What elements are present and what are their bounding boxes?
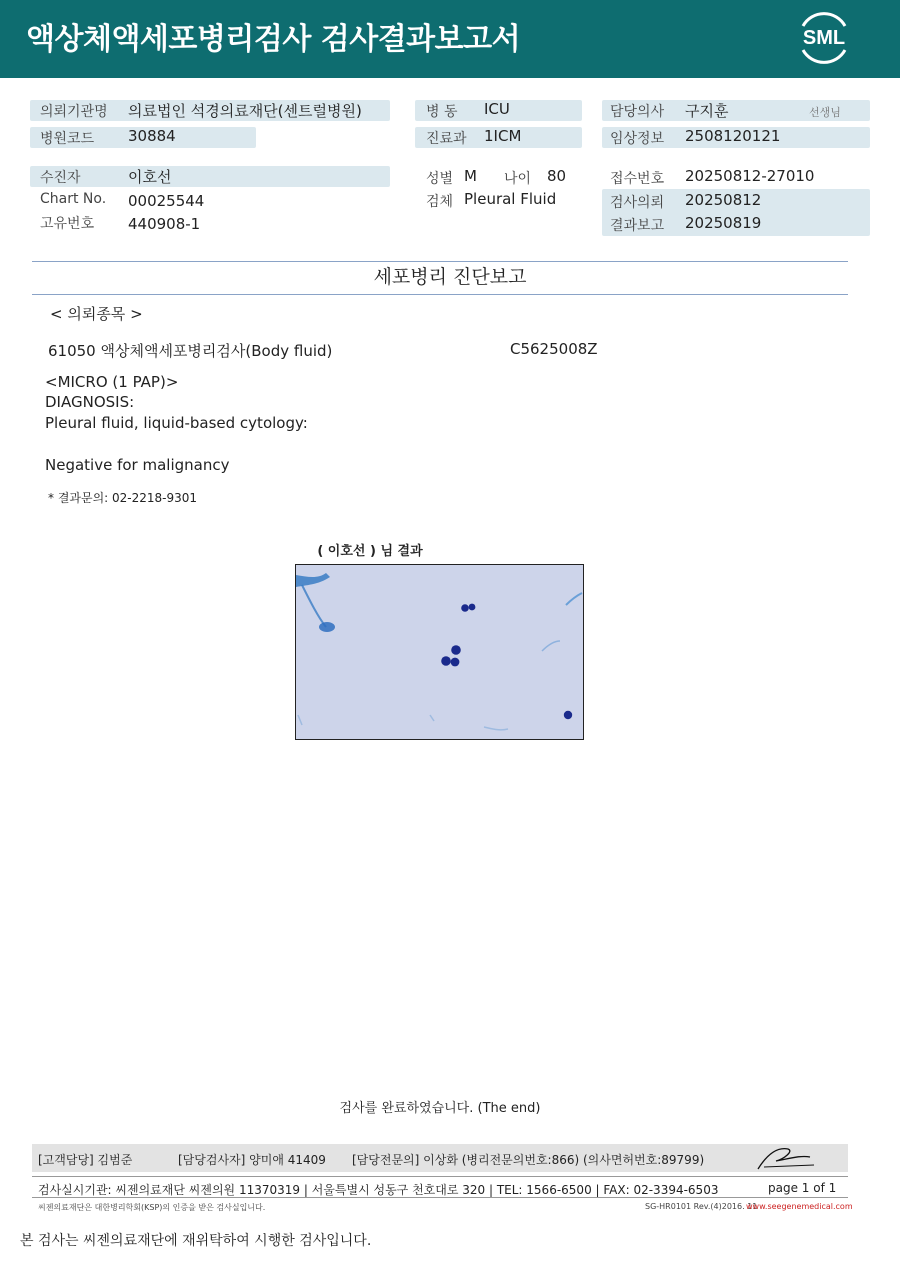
specimen-label: 검체 <box>426 194 454 210</box>
sml-logo <box>795 12 853 64</box>
doctor-suffix: 선생님 <box>809 106 841 119</box>
receipt-label: 접수번호 <box>610 171 665 187</box>
diagnosis-result: Negative for malignancy <box>45 456 230 474</box>
patient-value: 이호선 <box>128 168 172 186</box>
institution-label: 의뢰기관명 <box>40 104 108 120</box>
chart-label: Chart No. <box>40 191 107 207</box>
micro-label: <MICRO (1 PAP)> <box>45 373 179 391</box>
hospital-code-label: 병원코드 <box>40 131 95 147</box>
unique-number-value: 440908-1 <box>128 215 201 233</box>
doctor-value: 구지훈 <box>685 102 729 120</box>
section-bottom-rule <box>32 294 848 295</box>
page-number: page 1 of 1 <box>768 1181 837 1195</box>
items-heading: < 의뢰종목 > <box>50 305 143 323</box>
age-value: 80 <box>547 167 567 185</box>
specialist-info: [담당전문의] 이상화 (병리전문의번호:866) (의사면허번호:89799) <box>352 1153 705 1167</box>
item-code: C5625008Z <box>510 340 598 358</box>
ward-label: 병 동 <box>426 104 458 120</box>
clinical-value: 2508120121 <box>685 127 781 145</box>
tester-name: [담당검사자] 양미애 41409 <box>178 1153 326 1167</box>
sex-value: M <box>464 167 477 185</box>
inquiry-phone: * 결과문의: 02-2218-9301 <box>48 491 198 505</box>
image-caption: ( 이호선 ) 님 결과 <box>317 544 423 559</box>
report-date-value: 20250819 <box>685 214 762 232</box>
unique-number-label: 고유번호 <box>40 216 95 232</box>
certification-note: 씨젠의료재단은 대한병리학회(KSP)의 인증을 받은 검사실입니다. <box>38 1203 266 1212</box>
patient-label: 수진자 <box>40 170 81 186</box>
age-label: 나이 <box>504 171 532 187</box>
dept-value: 1ICM <box>484 127 522 145</box>
logo-text: SML <box>802 27 846 49</box>
diagnosis-label: DIAGNOSIS: <box>45 393 135 411</box>
section-title: 세포병리 진단보고 <box>373 266 527 288</box>
footer-divider-2 <box>32 1197 848 1198</box>
customer-contact: [고객담당] 김범준 <box>38 1153 133 1167</box>
dept-label: 진료과 <box>426 131 467 147</box>
lab-info: 검사실시기관: 씨젠의료재단 씨젠의원 11370319 | 서울특별시 성동구 천호대로 320 | TEL: 1566-6500 | FAX: 02-3394-6503 <box>38 1183 719 1197</box>
doctor-label: 담당의사 <box>610 104 665 120</box>
cytology-image <box>295 564 584 740</box>
end-text: 검사를 완료하였습니다. (The end) <box>339 1101 541 1116</box>
website-link[interactable]: www.seegenemedical.com <box>746 1202 853 1211</box>
institution-value: 의료법인 석경의료재단(센트럴병원) <box>128 102 362 120</box>
ward-value: ICU <box>484 100 510 118</box>
clinical-label: 임상정보 <box>610 131 665 147</box>
request-date-label: 검사의뢰 <box>610 195 665 211</box>
chart-value: 00025544 <box>128 192 205 210</box>
diagnosis-specimen: Pleural fluid, liquid-based cytology: <box>45 414 308 432</box>
footer-divider <box>32 1176 848 1177</box>
specimen-value: Pleural Fluid <box>464 190 557 208</box>
report-date-label: 결과보고 <box>610 218 665 234</box>
bottom-note: 본 검사는 씨젠의료재단에 재위탁하여 시행한 검사입니다. <box>20 1233 372 1249</box>
receipt-value: 20250812-27010 <box>685 167 815 185</box>
patient-bar <box>30 166 390 187</box>
hospital-code-value: 30884 <box>128 127 176 145</box>
report-title: 액상체액세포병리검사 검사결과보고서 <box>26 22 521 57</box>
form-code: SG-HR0101 Rev.(4)2016. 11 <box>645 1202 758 1211</box>
item-name: 61050 액상체액세포병리검사(Body fluid) <box>48 342 333 360</box>
request-date-value: 20250812 <box>685 191 762 209</box>
sex-label: 성별 <box>426 171 454 187</box>
doctor-signature <box>754 1143 818 1173</box>
